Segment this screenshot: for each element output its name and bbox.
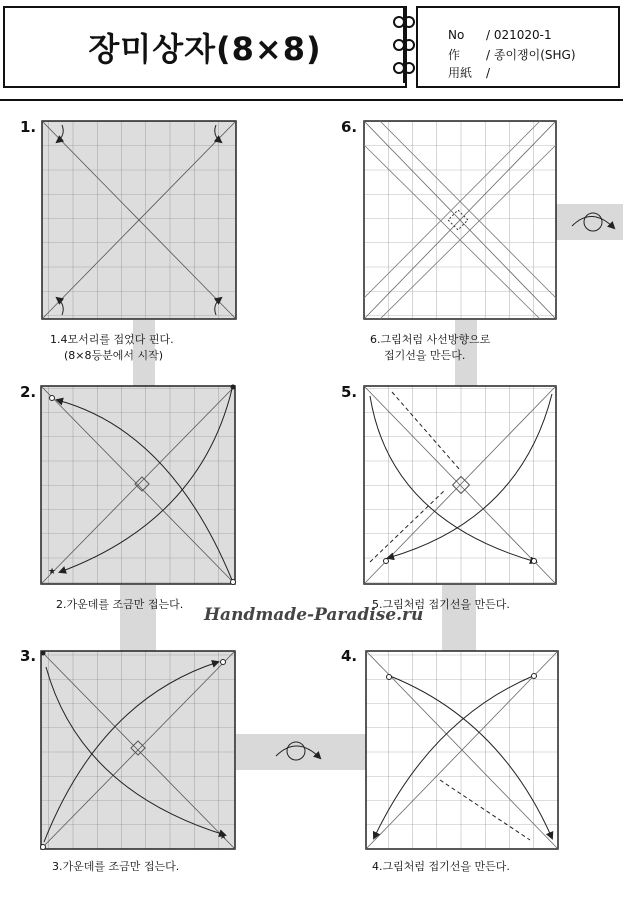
step-number: 1.: [20, 118, 37, 136]
step-number: 6.: [341, 118, 358, 136]
flip-connector-2: [236, 734, 366, 770]
step-caption-sub: 접기선을 만든다.: [384, 349, 466, 362]
step5-square: [364, 386, 556, 584]
step-caption: 5.그림처럼 접기선을 만든다.: [372, 598, 510, 611]
step-number: 5.: [341, 383, 358, 401]
svg-text:★: ★: [48, 567, 57, 577]
step6-square: [364, 121, 556, 319]
step-caption: 2.가운데를 조금만 접는다.: [56, 598, 184, 611]
page-title: 장미상자(8×8): [88, 30, 322, 68]
step2-square: [41, 385, 236, 585]
info-no: No / 021020-1: [448, 28, 552, 42]
step-caption: 6.그림처럼 사선방향으로: [370, 333, 491, 346]
step3-square: [41, 651, 236, 850]
step4-square: [366, 651, 558, 849]
step-number: 2.: [20, 383, 37, 401]
svg-text:★: ★: [219, 832, 228, 842]
step-caption: 3.가운데를 조금만 접는다.: [52, 860, 180, 873]
step-caption: 4.그림처럼 접기선을 만든다.: [372, 860, 510, 873]
step-number: 4.: [341, 647, 358, 665]
step-caption-sub: (8×8등분에서 시작): [64, 349, 164, 362]
step-caption: 1.4모서리를 접었다 핀다.: [50, 333, 174, 346]
info-paper: 用紙 /: [448, 66, 491, 80]
step-number: 3.: [20, 647, 37, 665]
watermark: Handmade-Paradise.ru: [204, 605, 424, 625]
flip-connector-1: [556, 204, 623, 240]
info-author: 作 / 종이쟁이(SHG): [448, 48, 576, 62]
step1-square: [42, 121, 236, 319]
